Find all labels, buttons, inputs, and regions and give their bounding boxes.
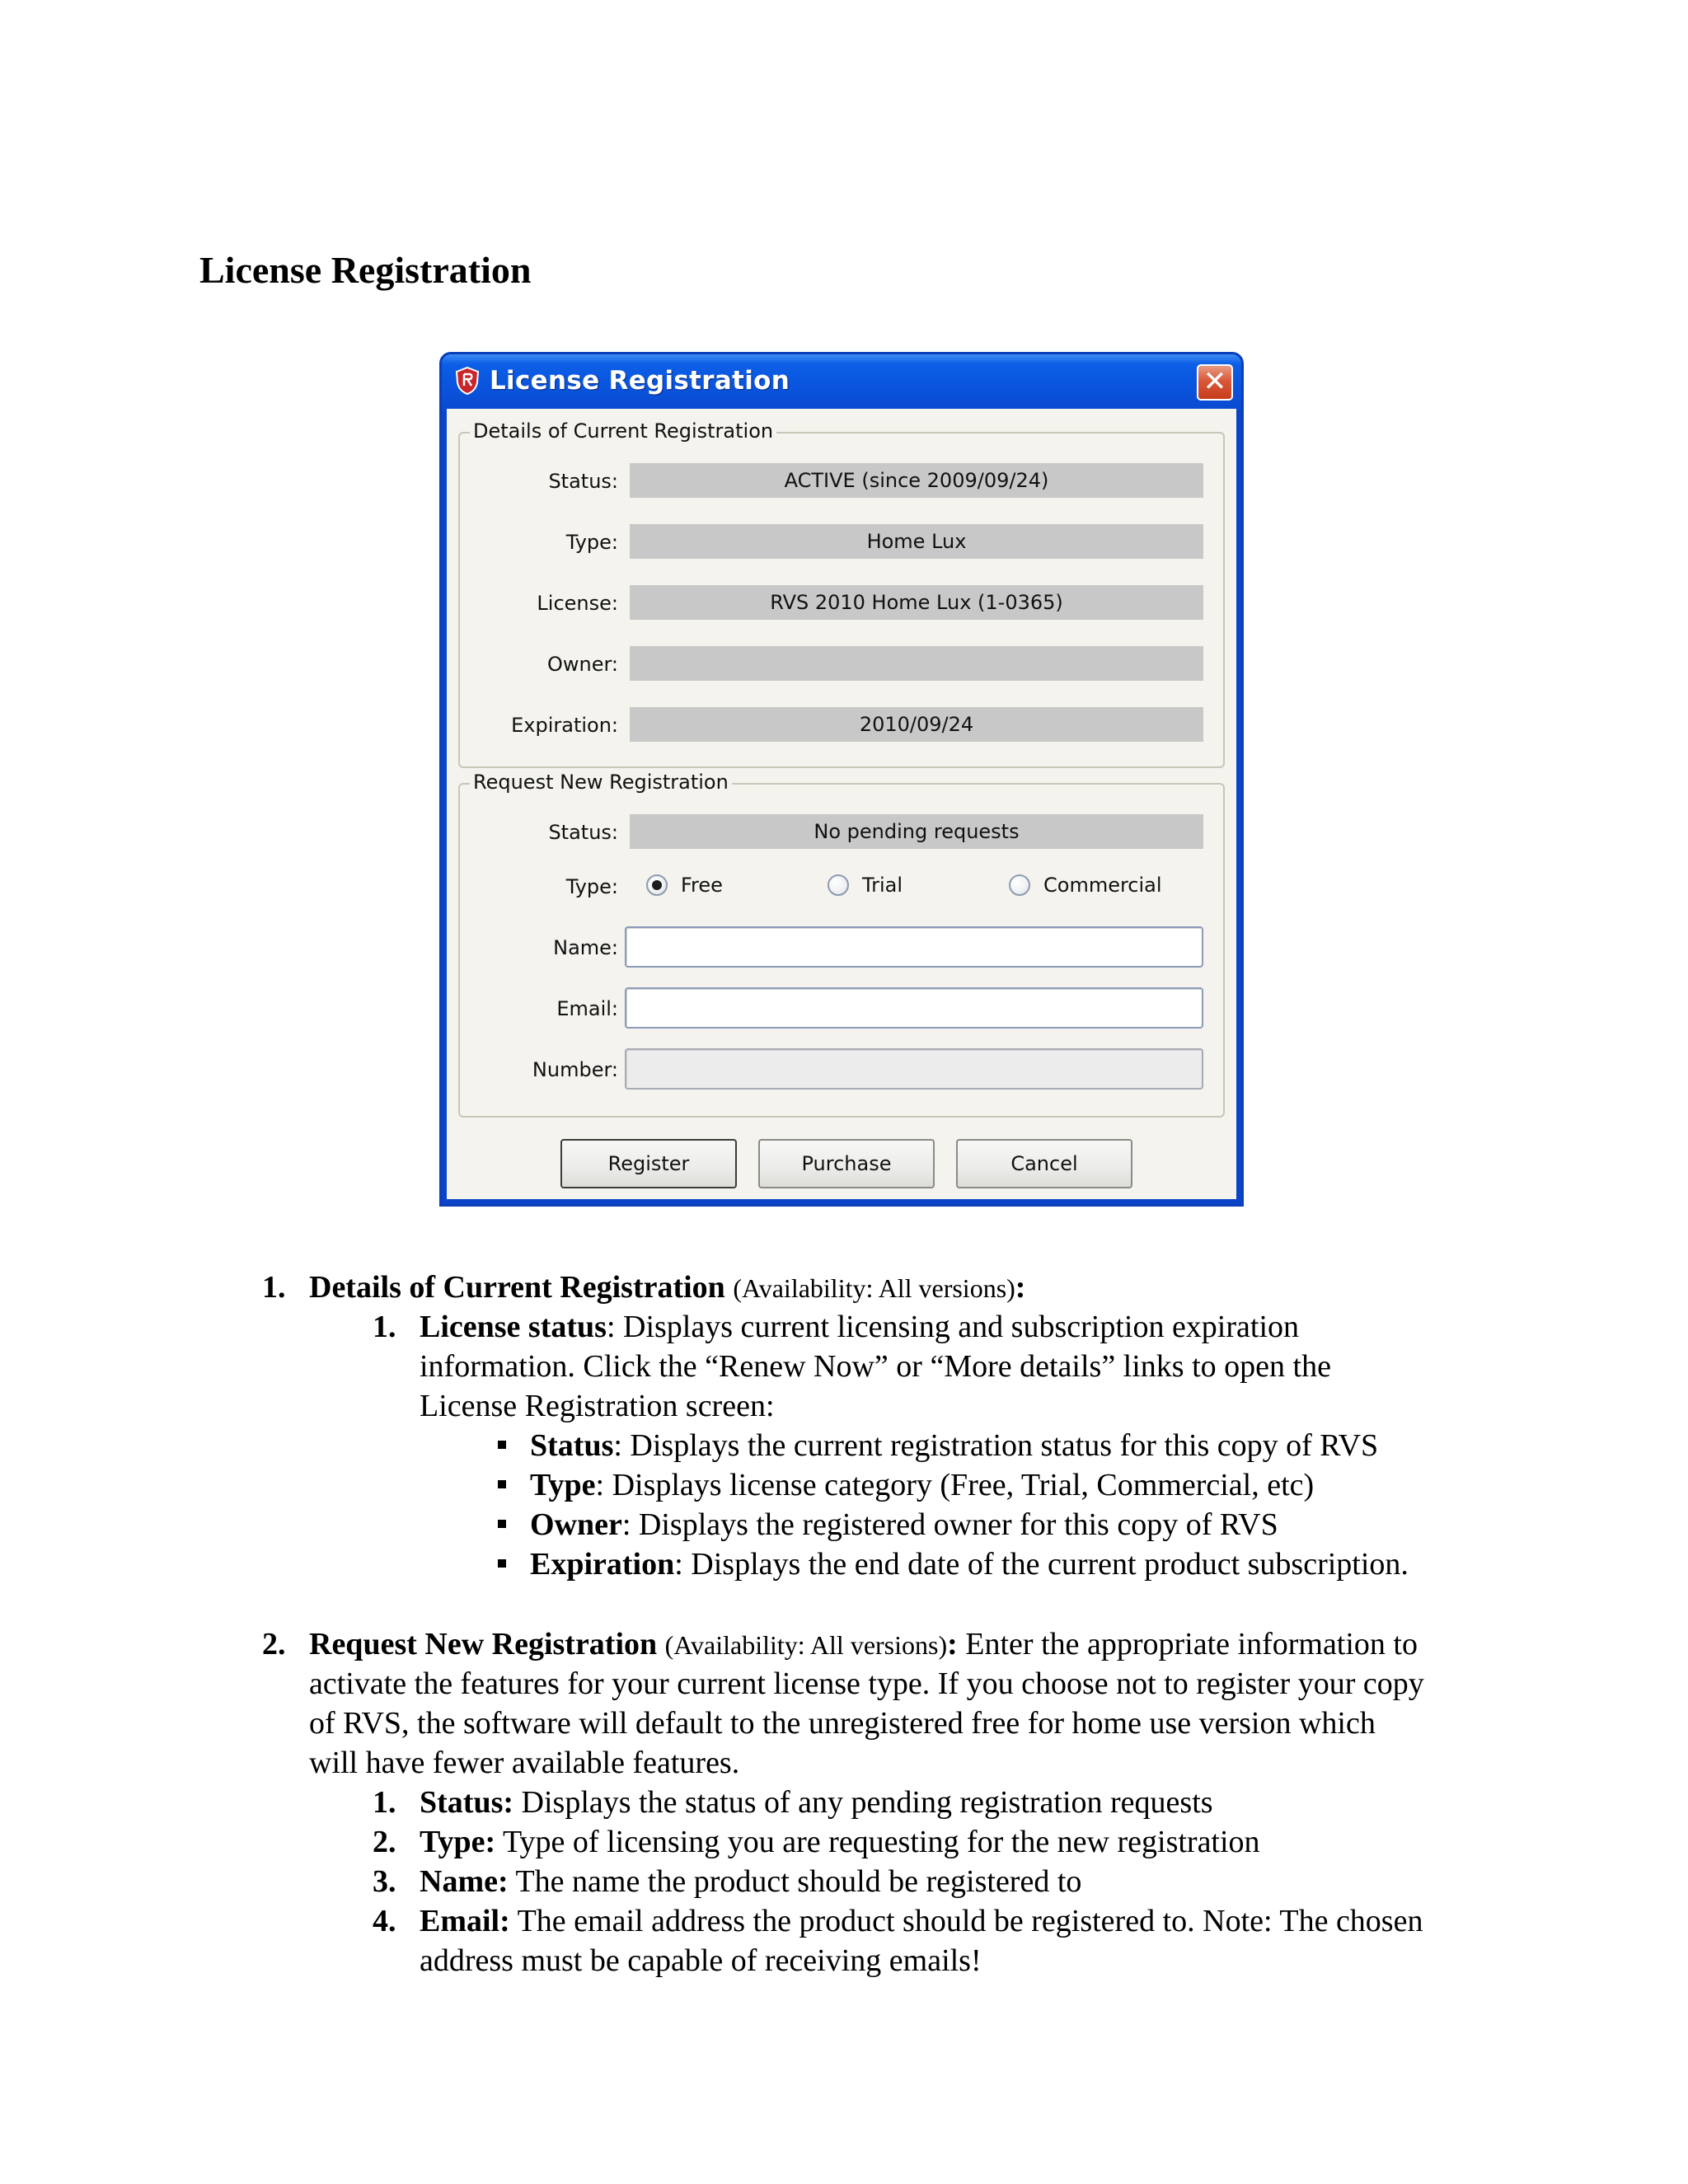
current-registration-legend: Details of Current Registration [470, 419, 776, 443]
current-license-row [460, 585, 1223, 621]
radio-trial-label[interactable]: Trial [862, 874, 903, 897]
section-2-item-2 [420, 1822, 1260, 1862]
section-2-item-3-number: 3. [373, 1864, 396, 1899]
request-registration-group [458, 771, 1225, 1118]
current-type-label: Type: [565, 531, 618, 554]
bullet-expiration-text: : Displays the end date of the current product subscription. [674, 1547, 1409, 1582]
current-status-row [460, 463, 1223, 499]
request-type-row [460, 869, 1223, 905]
section-1-heading [309, 1268, 1025, 1308]
request-name-row [460, 930, 1223, 966]
request-email-row [460, 991, 1223, 1027]
section-2-item-1 [420, 1783, 1213, 1822]
current-license-label: License: [537, 592, 618, 615]
section-1-title: Details of Current Registration [309, 1270, 725, 1305]
request-email-label: Email: [556, 997, 618, 1020]
section-2-item-4-line-2: address must be capable of receiving emails! [420, 1943, 982, 1978]
section-2-heading [309, 1624, 1418, 1665]
bullet-type-text: : Displays license category (Free, Trial, Commercial, etc) [595, 1468, 1315, 1502]
request-number-label: Number: [532, 1058, 618, 1081]
email-input[interactable] [625, 987, 1203, 1029]
bullet-type [530, 1465, 1314, 1505]
bullet-owner-term: Owner [530, 1507, 622, 1542]
section-2-number: 2. [262, 1627, 286, 1661]
section-1-colon: : [1015, 1270, 1026, 1305]
request-number-row [460, 1052, 1223, 1088]
section-2-item-2-term: Type: [420, 1825, 496, 1859]
section-2-title: Request New Registration [309, 1627, 658, 1661]
close-button[interactable] [1197, 364, 1233, 401]
bullet-marker [498, 1559, 506, 1568]
license-registration-dialog [439, 352, 1244, 1207]
bullet-marker [498, 1520, 506, 1528]
current-expiration-row [460, 707, 1223, 743]
number-input[interactable] [625, 1048, 1203, 1090]
bullet-marker [498, 1480, 506, 1488]
dialog-client-area [447, 409, 1236, 1199]
purchase-button[interactable]: Purchase [758, 1139, 935, 1188]
request-status-value: No pending requests [630, 814, 1203, 849]
section-1-availability: (Availability: All versions) [733, 1273, 1015, 1303]
section-2-item-2-number: 2. [373, 1825, 396, 1859]
bullet-expiration [530, 1544, 1409, 1584]
license-status-text: : Displays current licensing and subscription expiration [606, 1310, 1299, 1344]
section-2-line-2: activate the features for your current license type. If you choose not to register your copy [309, 1666, 1424, 1701]
section-2-colon: : [947, 1627, 958, 1661]
bullet-expiration-term: Expiration [530, 1547, 675, 1582]
bullet-marker [498, 1441, 506, 1449]
section-2-item-3 [420, 1862, 1081, 1901]
dialog-title: License Registration [490, 366, 790, 396]
current-expiration-value: 2010/09/24 [630, 707, 1203, 742]
bullet-owner-text: : Displays the registered owner for this copy of RVS [621, 1507, 1278, 1542]
section-1-sub-number: 1. [373, 1310, 396, 1344]
section-2-item-4-term: Email: [420, 1904, 510, 1938]
license-status-term: License status [420, 1310, 607, 1344]
cancel-button[interactable]: Cancel [956, 1139, 1132, 1188]
radio-commercial-label[interactable]: Commercial [1043, 874, 1162, 897]
section-2-item-1-text: Displays the status of any pending registration requests [513, 1785, 1213, 1820]
section-2-item-3-term: Name: [420, 1864, 509, 1899]
section-1-sub-line-2: information. Click the “Renew Now” or “More details” links to open the [420, 1349, 1331, 1384]
section-2-item-4-text: The email address the product should be registered to. Note: The chosen [509, 1904, 1423, 1938]
section-1-number: 1. [262, 1270, 286, 1305]
request-status-row [460, 814, 1223, 851]
shield-icon [455, 367, 480, 395]
radio-trial-indicator[interactable] [828, 874, 849, 896]
name-input[interactable] [625, 926, 1203, 968]
register-button[interactable]: Register [560, 1139, 737, 1188]
radio-free-indicator[interactable] [646, 874, 668, 896]
current-license-value: RVS 2010 Home Lux (1-0365) [630, 585, 1203, 620]
section-2-item-4 [420, 1901, 1423, 1941]
current-type-value: Home Lux [630, 524, 1203, 559]
section-2-line-4: will have fewer available features. [309, 1746, 740, 1780]
request-name-label: Name: [553, 936, 618, 959]
current-type-row [460, 524, 1223, 560]
section-2-item-1-number: 1. [373, 1785, 396, 1820]
current-expiration-label: Expiration: [511, 714, 618, 737]
bullet-type-term: Type [530, 1468, 596, 1502]
section-1-sub-line-1 [420, 1307, 1299, 1347]
close-icon: ✕ [1203, 365, 1227, 398]
page-heading: License Registration [199, 249, 532, 291]
section-2-line-1-rest: Enter the appropriate information to [957, 1627, 1418, 1661]
bullet-owner [530, 1505, 1278, 1544]
request-type-label: Type: [565, 875, 618, 898]
current-status-value: ACTIVE (since 2009/09/24) [630, 463, 1203, 498]
current-owner-value [630, 646, 1203, 681]
request-registration-legend: Request New Registration [470, 771, 732, 794]
current-owner-label: Owner: [546, 653, 618, 676]
section-2-availability: (Availability: All versions) [664, 1630, 948, 1660]
bullet-status-term: Status [530, 1428, 614, 1463]
radio-commercial-indicator[interactable] [1009, 874, 1030, 896]
dialog-titlebar[interactable] [442, 354, 1241, 409]
bullet-status [530, 1426, 1378, 1465]
section-2-item-1-term: Status: [420, 1785, 514, 1820]
current-registration-group [458, 419, 1225, 768]
request-status-label: Status: [548, 821, 618, 844]
section-2-item-4-number: 4. [373, 1904, 396, 1938]
section-1-sub-line-3: License Registration screen: [420, 1389, 775, 1423]
section-2-item-2-text: Type of licensing you are requesting for the new registration [495, 1825, 1260, 1859]
bullet-status-text: : Displays the current registration status for this copy of RVS [613, 1428, 1379, 1463]
radio-free-label[interactable]: Free [681, 874, 723, 897]
current-status-label: Status: [548, 470, 618, 493]
section-2-line-3: of RVS, the software will default to the unregistered free for home use version which [309, 1706, 1376, 1741]
section-2-item-3-text: The name the product should be registered to [508, 1864, 1082, 1899]
current-owner-row [460, 646, 1223, 682]
